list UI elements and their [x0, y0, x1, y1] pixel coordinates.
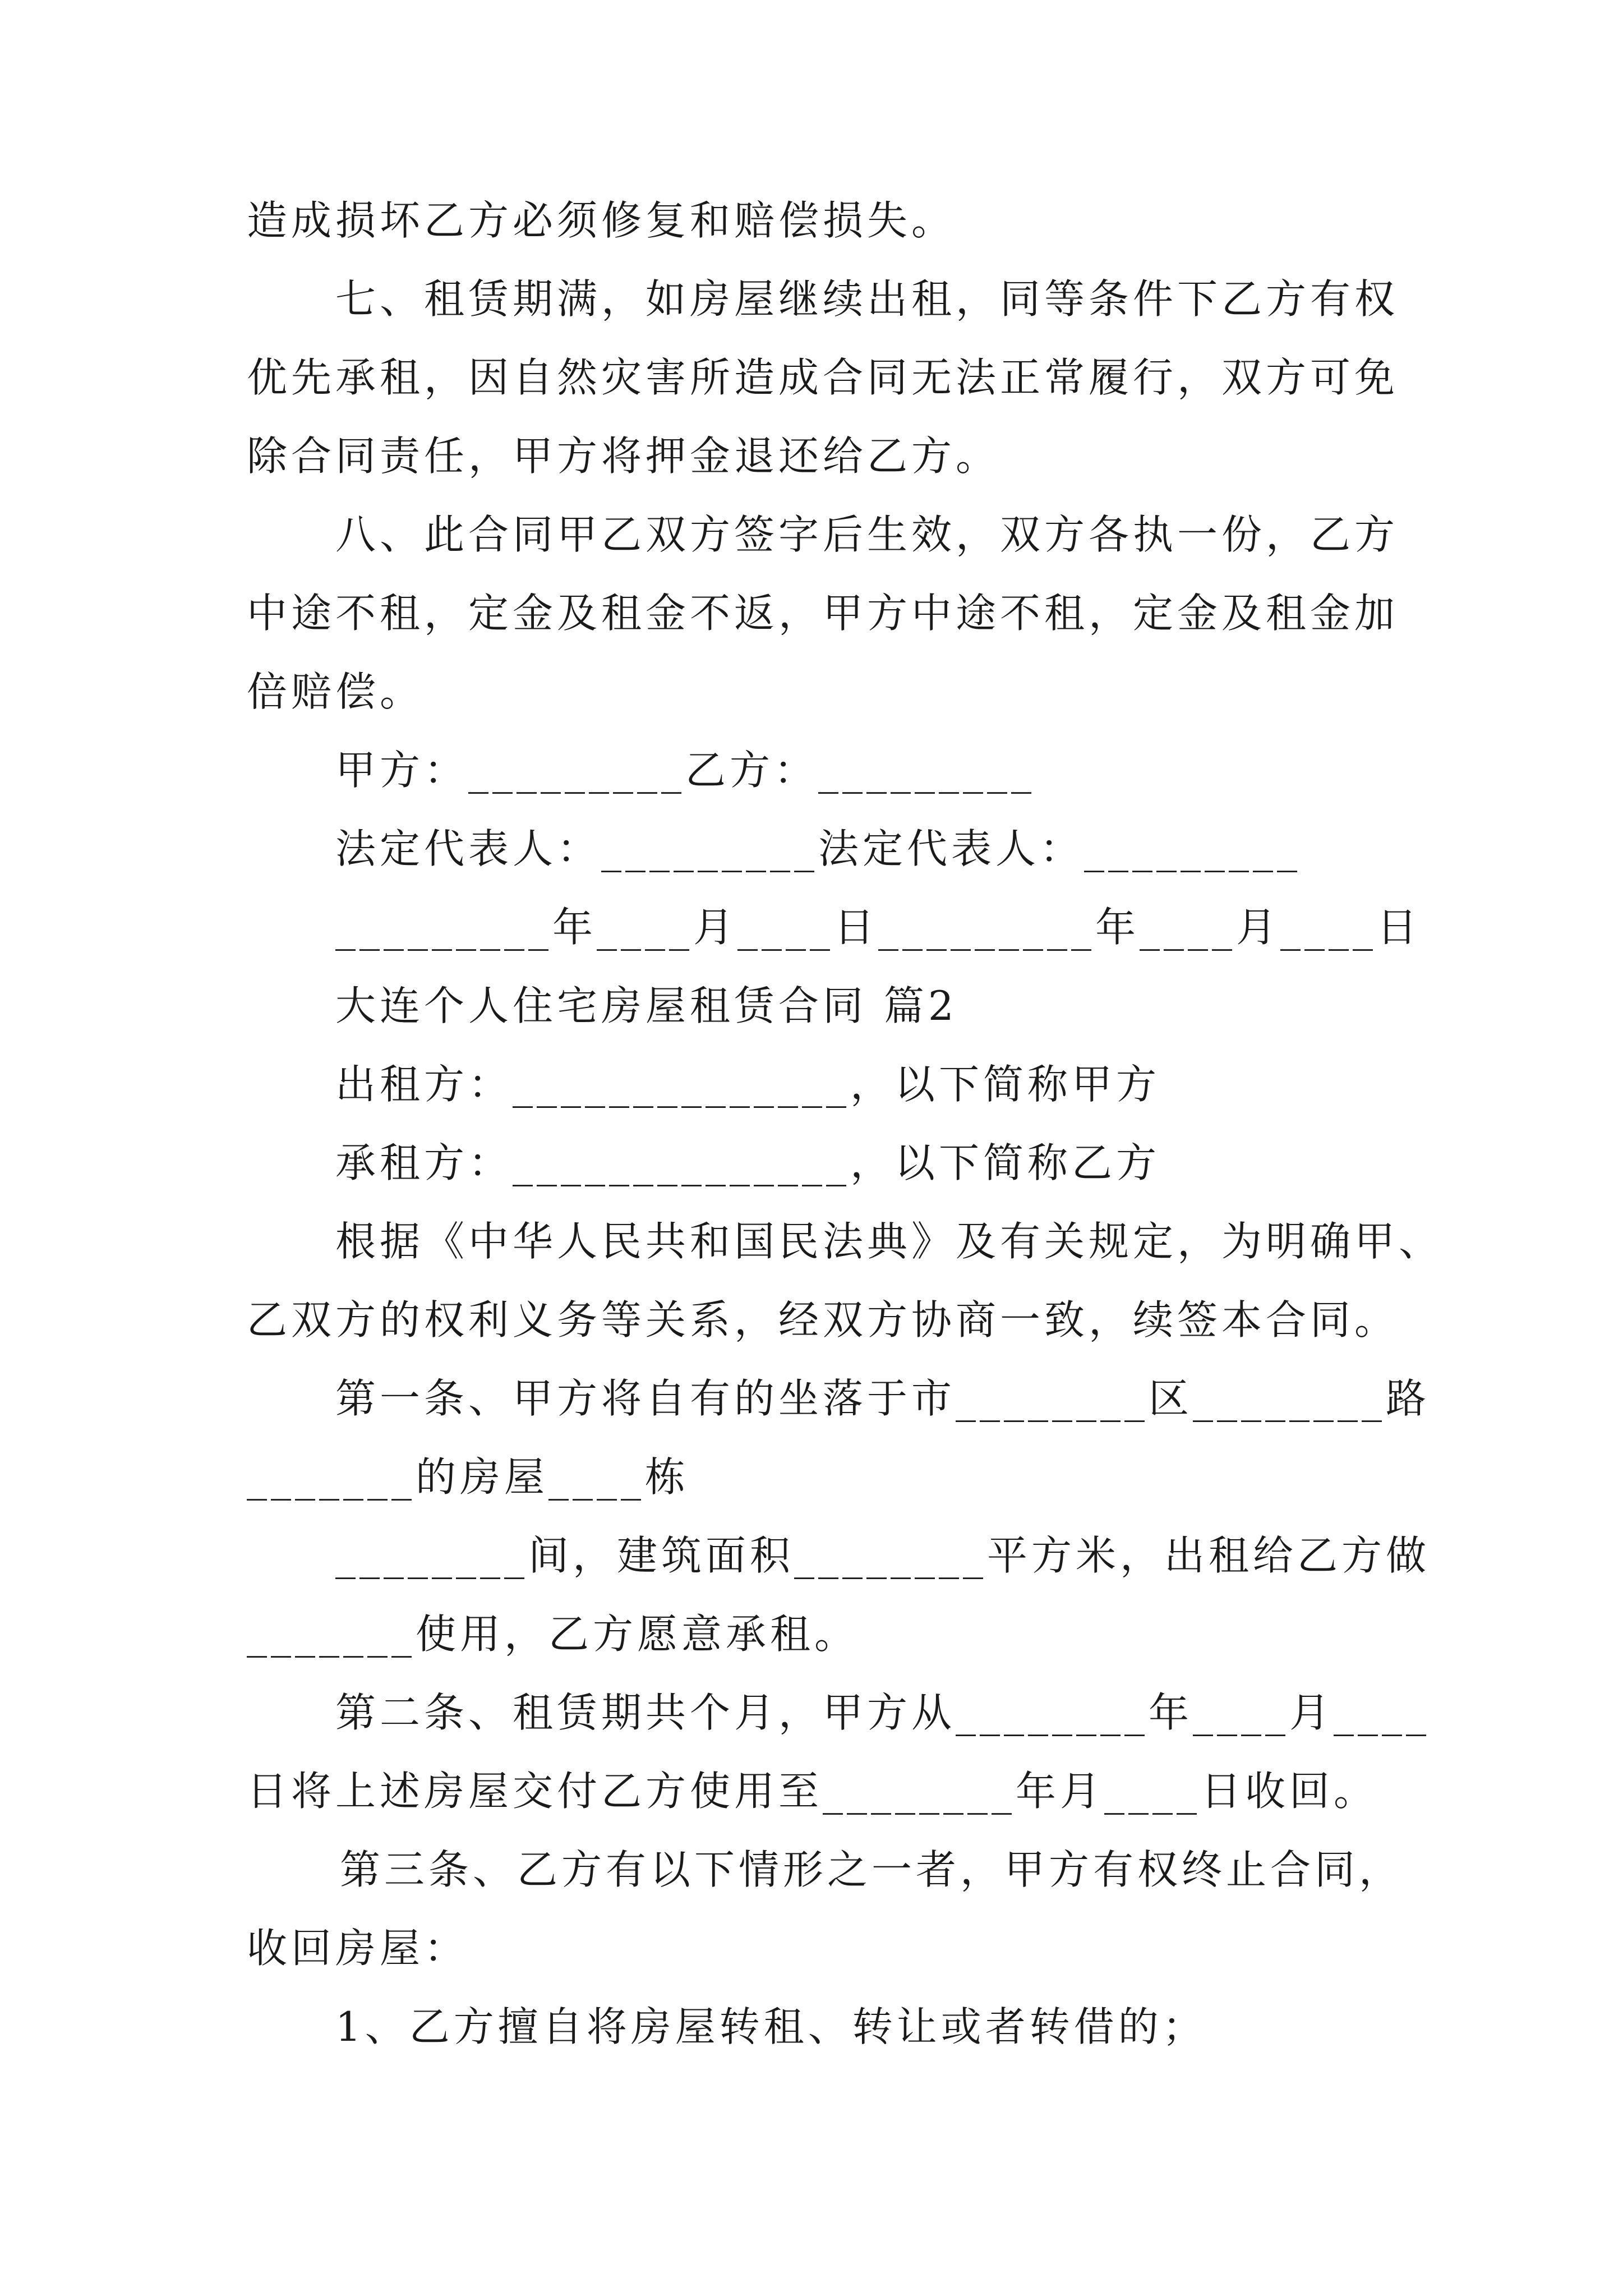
- text-line: _______的房屋____栋: [247, 1453, 690, 1501]
- text-line: 优先承租，因自然灾害所造成合同无法正常履行，双方可免: [247, 354, 1399, 401]
- text-line: 造成损坏乙方必须修复和赔偿损失。: [247, 197, 956, 244]
- section-title: 大连个人住宅房屋租赁合同 篇2: [335, 982, 958, 1029]
- text-line: 中途不租，定金及租金不返，甲方中途不租，定金及租金加: [247, 590, 1399, 637]
- lessee-line: 承租方：______________，以下简称乙方: [335, 1139, 1161, 1186]
- lessor-line: 出租方：______________，以下简称甲方: [335, 1061, 1161, 1108]
- text-line: 收回房屋：: [247, 1925, 469, 1972]
- text-line: 乙双方的权利义务等关系，经双方协商一致，续签本合同。: [247, 1296, 1399, 1343]
- article-2-line: 第二条、租赁期共个月，甲方从________年____月____: [335, 1689, 1431, 1736]
- text-line: 倍赔偿。: [247, 668, 425, 715]
- text-line: ________间，建筑面积________平方米，出租给乙方做: [335, 1532, 1431, 1579]
- article-3-line: 第三条、乙方有以下情形之一者，甲方有权终止合同，: [340, 1846, 1404, 1893]
- signature-date-line: _________年____月____日_________年____月____日: [335, 904, 1421, 951]
- text-line: 八、此合同甲乙双方签字后生效，双方各执一份，乙方: [335, 511, 1399, 558]
- text-line: 七、租赁期满，如房屋继续出租，同等条件下乙方有权: [335, 275, 1399, 323]
- text-line: 日将上述房屋交付乙方使用至________年月____日收回。: [247, 1768, 1378, 1815]
- article-1-line: 第一条、甲方将自有的坐落于市________区________路: [335, 1375, 1431, 1422]
- list-item: 1、乙方擅自将房屋转租、转让或者转借的；: [335, 2003, 1207, 2050]
- signature-party-line: 甲方：_________乙方：_________: [335, 747, 1036, 794]
- text-line: 除合同责任，甲方将押金退还给乙方。: [247, 432, 1000, 480]
- signature-representative-line: 法定代表人：_________法定代表人：_________: [335, 825, 1302, 872]
- text-line: _______使用，乙方愿意承租。: [247, 1611, 859, 1658]
- text-line: 根据《中华人民共和国民法典》及有关规定，为明确甲、: [335, 1218, 1444, 1265]
